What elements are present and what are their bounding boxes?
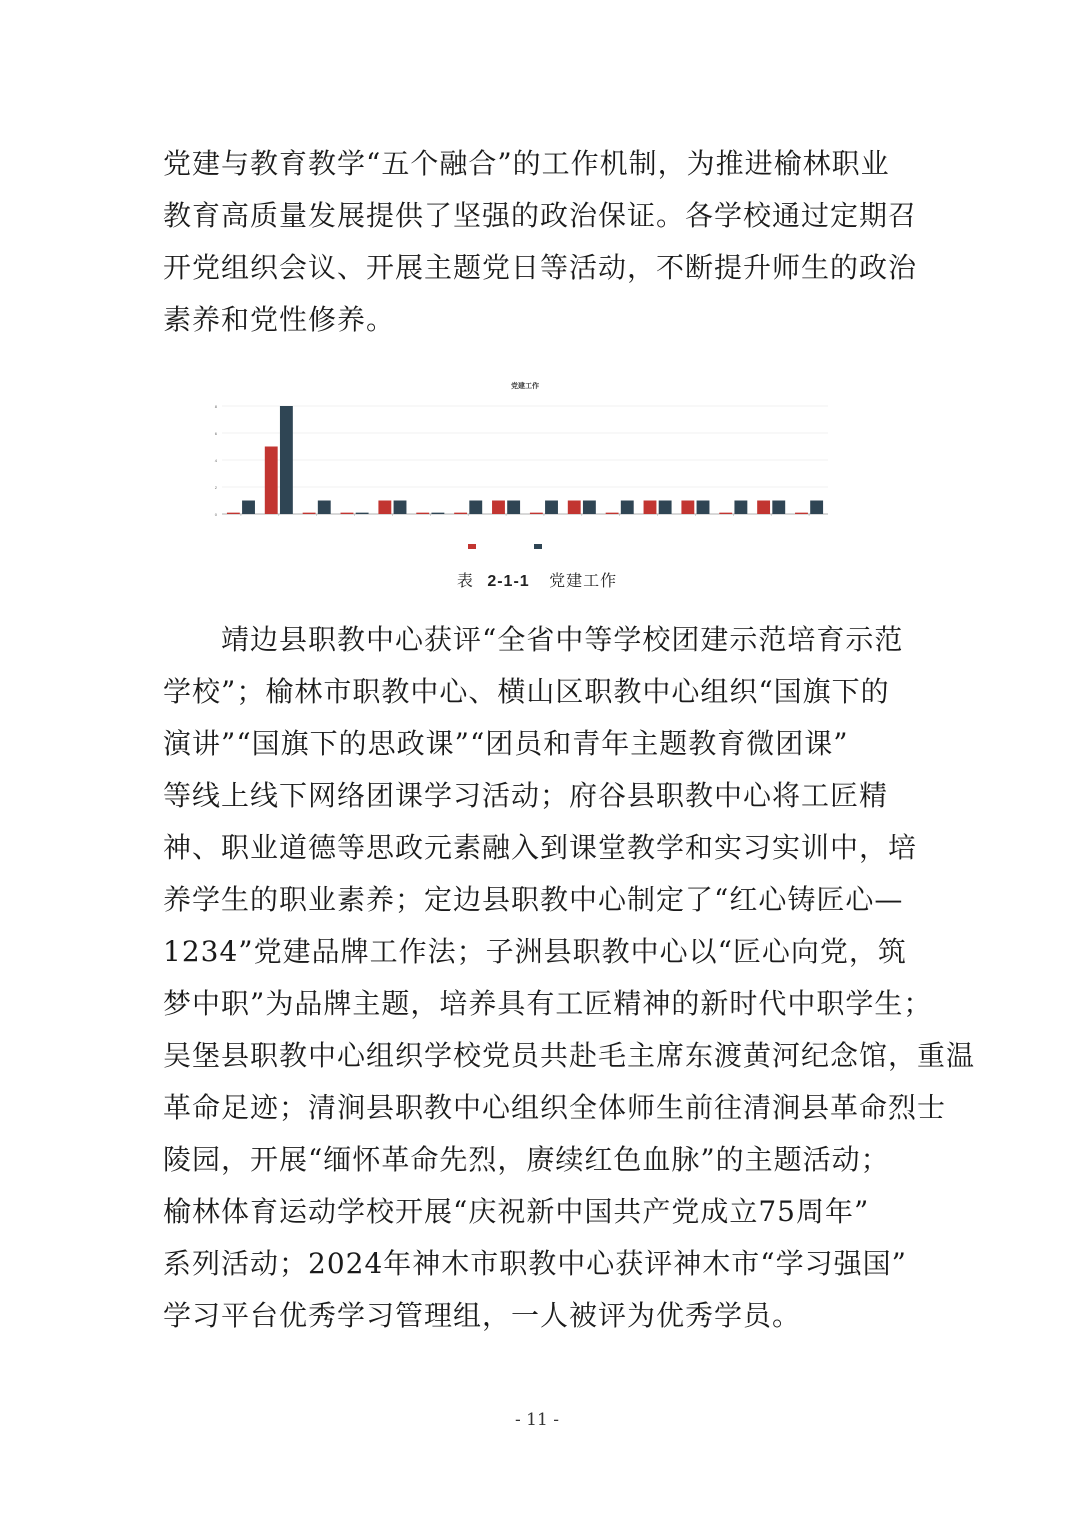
bar-series-2-7 bbox=[469, 501, 482, 515]
bar-series-2-10 bbox=[583, 501, 596, 515]
text-line: 学习平台优秀学习管理组，一人被评为优秀学员。 bbox=[163, 1299, 802, 1332]
bar-series-2-14 bbox=[734, 501, 747, 515]
text-line: 开党组织会议、开展主题党日等活动，不断提升师生的政治 bbox=[163, 251, 918, 284]
bar-series-2-12 bbox=[659, 501, 672, 515]
bar-series-1-3 bbox=[303, 513, 316, 514]
bar-series-1-9 bbox=[530, 513, 543, 514]
bar-series-1-15 bbox=[757, 501, 770, 515]
bar-series-2-16 bbox=[810, 501, 823, 515]
caption-prefix: 表 bbox=[456, 573, 474, 590]
text-line: 演讲”“国旗下的思政课”“团员和青年主题教育微团课” bbox=[163, 727, 849, 760]
y-tick-label: 4 bbox=[214, 458, 217, 463]
text-line: 系列活动；2024年神木市职教中心获评神木市“学习强国” bbox=[163, 1247, 907, 1280]
bar-series-1-13 bbox=[681, 501, 694, 515]
text-line: 陵园，开展“缅怀革命先烈，赓续红色血脉”的主题活动； bbox=[163, 1143, 890, 1176]
bar-series-1-4 bbox=[341, 513, 354, 514]
bar-series-2-2 bbox=[280, 406, 293, 514]
bar-series-2-6 bbox=[431, 513, 444, 514]
text-line: 靖边县职教中心获评“全省中等学校团建示范培育示范 bbox=[163, 623, 904, 656]
bar-series-2-11 bbox=[621, 501, 634, 515]
legend-swatch-2 bbox=[534, 544, 542, 549]
bar-series-2-15 bbox=[772, 501, 785, 515]
body-paragraph-2 bbox=[163, 614, 976, 1342]
bar-series-1-10 bbox=[568, 501, 581, 515]
text-line: 1234”党建品牌工作法；子洲县职教中心以“匠心向党，筑 bbox=[163, 935, 907, 968]
body-paragraph-1 bbox=[163, 138, 918, 346]
bar-series-1-8 bbox=[492, 501, 505, 515]
bar-series-2-4 bbox=[356, 513, 369, 514]
bar-series-2-8 bbox=[507, 501, 520, 515]
table-caption bbox=[0, 568, 1074, 591]
bar-series-1-5 bbox=[378, 501, 391, 515]
bar-series-1-1 bbox=[227, 513, 240, 514]
bar-series-1-7 bbox=[454, 513, 467, 514]
text-line: 教育高质量发展提供了坚强的政治保证。各学校通过定期召 bbox=[163, 199, 918, 232]
text-line: 神、职业道德等思政元素融入到课堂教学和实习实训中，培 bbox=[163, 831, 918, 864]
text-line: 榆林体育运动学校开展“庆祝新中国共产党成立75周年” bbox=[163, 1195, 870, 1228]
bar-series-1-12 bbox=[644, 501, 657, 515]
bar-chart-svg bbox=[200, 372, 850, 562]
bar-series-1-11 bbox=[606, 513, 619, 514]
bar-series-1-14 bbox=[719, 513, 732, 514]
text-line: 养学生的职业素养；定边县职教中心制定了“红心铸匠心— bbox=[163, 883, 904, 916]
bar-series-1-6 bbox=[416, 513, 429, 514]
chart-title: 党建工作 bbox=[511, 383, 539, 390]
text-line: 革命足迹；清涧县职教中心组织全体师生前往清涧县革命烈士 bbox=[163, 1091, 947, 1124]
text-line: 等线上线下网络团课学习活动；府谷县职教中心将工匠精 bbox=[163, 779, 889, 812]
bar-series-2-3 bbox=[318, 501, 331, 515]
page-number: - 11 - bbox=[515, 1410, 559, 1430]
bar-series-2-9 bbox=[545, 501, 558, 515]
y-tick-label: 8 bbox=[214, 404, 217, 409]
y-tick-label: 2 bbox=[214, 485, 217, 490]
text-line: 吴堡县职教中心组织学校党员共赴毛主席东渡黄河纪念馆，重温 bbox=[163, 1039, 976, 1072]
bar-series-2-5 bbox=[394, 501, 407, 515]
bar-series-1-16 bbox=[795, 513, 808, 514]
party-building-chart bbox=[200, 372, 850, 562]
text-line: 学校”；榆林市职教中心、横山区职教中心组织“国旗下的 bbox=[163, 675, 890, 708]
bar-series-2-1 bbox=[242, 501, 255, 515]
caption-number: 2-1-1 bbox=[487, 573, 530, 590]
text-line: 素养和党性修养。 bbox=[163, 303, 396, 336]
y-tick-label: 6 bbox=[214, 431, 217, 436]
text-line: 梦中职”为品牌主题，培养具有工匠精神的新时代中职学生； bbox=[163, 987, 933, 1020]
bar-series-1-2 bbox=[265, 447, 278, 515]
caption-title: 党建工作 bbox=[549, 573, 618, 590]
text-line: 党建与教育教学“五个融合”的工作机制，为推进榆林职业 bbox=[163, 147, 890, 180]
y-tick-label: 0 bbox=[214, 512, 217, 517]
bar-series-2-13 bbox=[697, 501, 710, 515]
legend-swatch-1 bbox=[468, 544, 476, 549]
